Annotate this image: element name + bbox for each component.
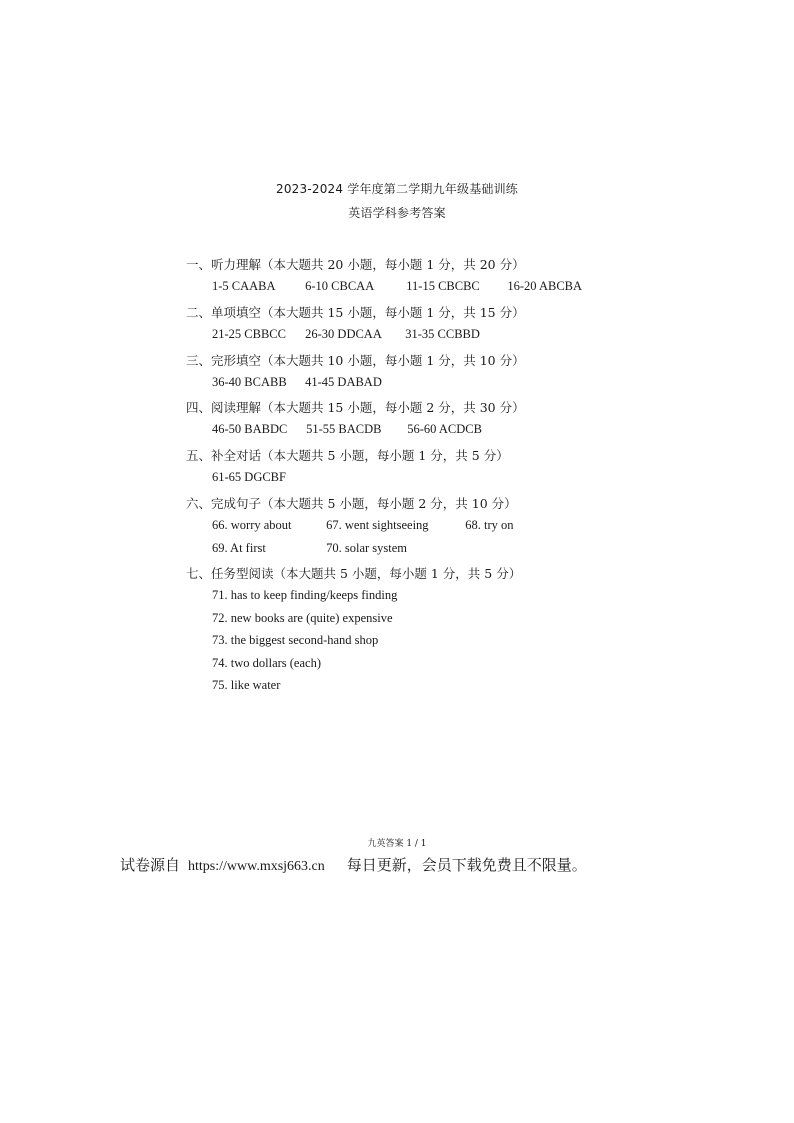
answer-line: 74. two dollars (each) [212, 656, 321, 670]
section-heading-sentences: 六、完成句子（本大题共 5 小题，每小题 2 分，共 10 分） [186, 496, 517, 511]
answer-item: 66. worry about [212, 518, 292, 532]
page-number: 九英答案 1 / 1 [367, 839, 427, 849]
answers-reading [212, 422, 482, 437]
answer-group: 51-55 BACDB [306, 422, 382, 436]
answer-group: 1-5 CAABA [212, 279, 276, 293]
answer-item: 68. try on [465, 518, 514, 532]
answer-group: 56-60 ACDCB [407, 422, 482, 436]
answer-line: 71. has to keep finding/keeps finding [212, 588, 398, 602]
answer-group: 16-20 ABCBA [507, 279, 583, 293]
section-heading-dialogue: 五、补全对话（本大题共 5 小题，每小题 1 分，共 5 分） [186, 448, 509, 463]
answer-line: 75. like water [212, 678, 281, 692]
answer-item: 70. solar system [326, 541, 408, 555]
section-heading-listening: 一、听力理解（本大题共 20 小题，每小题 1 分，共 20 分） [186, 257, 525, 272]
source-label: 试卷源自 [120, 856, 181, 874]
answer-group: 61-65 DGCBF [212, 470, 286, 484]
source-url[interactable]: https://www.mxsj663.cn [188, 859, 325, 874]
answer-group: 46-50 BABDC [212, 422, 288, 436]
answers-sentences-row-1 [212, 518, 514, 533]
answer-group: 31-35 CCBBD [405, 327, 480, 341]
answers-dialogue [212, 470, 286, 485]
section-heading-task-reading: 七、任务型阅读（本大题共 5 小题，每小题 1 分，共 5 分） [186, 566, 522, 581]
section-heading-cloze: 三、完形填空（本大题共 10 小题，每小题 1 分，共 10 分） [186, 353, 525, 368]
section-heading-single-choice: 二、单项填空（本大题共 15 小题，每小题 1 分，共 15 分） [186, 305, 525, 320]
answer-group: 36-40 BCABB [212, 375, 287, 389]
answer-group: 21-25 CBBCC [212, 327, 286, 341]
answer-line: 73. the biggest second-hand shop [212, 633, 379, 647]
source-line [120, 854, 587, 875]
answers-sentences-row-2 [212, 541, 407, 556]
document-title: 2023-2024 学年度第二学期九年级基础训练 [275, 182, 519, 196]
answer-group: 6-10 CBCAA [305, 279, 375, 293]
source-note: 每日更新，会员下载免费且不限量。 [346, 856, 587, 874]
answer-group: 26-30 DDCAA [305, 327, 382, 341]
answers-listening [212, 279, 582, 294]
section-heading-reading: 四、阅读理解（本大题共 15 小题，每小题 2 分，共 30 分） [186, 400, 525, 415]
document-subtitle: 英语学科参考答案 [348, 206, 446, 220]
answers-single-choice [212, 327, 480, 342]
answers-cloze [212, 375, 382, 390]
answer-item: 67. went sightseeing [326, 518, 429, 532]
answer-line: 72. new books are (quite) expensive [212, 611, 393, 625]
answer-group: 11-15 CBCBC [406, 279, 480, 293]
answer-item: 69. At first [212, 541, 266, 555]
answer-group: 41-45 DABAD [305, 375, 382, 389]
